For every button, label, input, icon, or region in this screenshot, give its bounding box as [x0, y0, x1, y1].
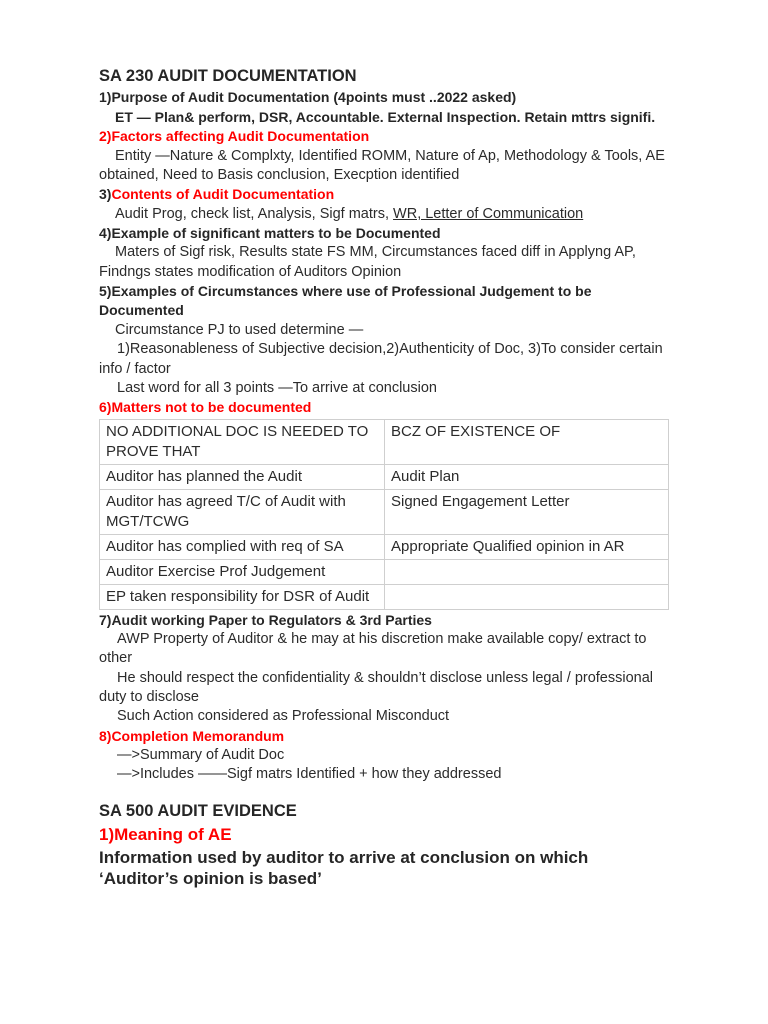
heading-meaning-ae: 1)Meaning of AE [99, 824, 232, 844]
heading-significant-matters: 4)Example of significant matters to be Documented [99, 224, 441, 241]
document-page [99, 64, 671, 889]
table-cell: EP taken responsibility for DSR of Audit [100, 584, 385, 609]
memo-line-1: —>Summary of Audit Doc [117, 747, 285, 764]
heading-factors [99, 127, 671, 147]
table-cell: Auditor has agreed T/C of Audit with MGT/TCWG [100, 489, 385, 534]
table-cell: Appropriate Qualified opinion in AR [385, 534, 669, 559]
heading-purpose: 1)Purpose of Audit Documentation (4points must ..2022 asked) [99, 89, 517, 105]
wp-line-1: AWP Property of Auditor & he may at his discretion make available copy/ extract to other [99, 631, 647, 667]
table-row [100, 559, 669, 584]
purpose-body: ET — Plan& perform, DSR, Accountable. External Inspection. Retain mttrs signifi. [115, 108, 656, 125]
table-row [100, 534, 669, 559]
table-cell: Auditor has planned the Audit [100, 464, 385, 489]
table-cell: Auditor Exercise Prof Judgement [100, 559, 385, 584]
table-cell: Signed Engagement Letter [385, 489, 669, 534]
table-row [100, 419, 669, 464]
heading-completion-memorandum: 8)Completion Memorandum [99, 727, 285, 744]
contents-body-text: Audit Prog, check list, Analysis, Sigf matrs, [115, 205, 394, 222]
heading-working-papers: 7)Audit working Paper to Regulators & 3rd Parties [99, 611, 432, 628]
table-cell [385, 559, 669, 584]
significant-matters-body: Maters of Sigf risk, Results state FS MM, Circumstances faced diff in Applyng AP, Findngs states modification of Auditors Opinion [99, 244, 636, 280]
pj-line-2: 1)Reasonableness of Subjective decision,2)Authenticity of Doc, 3)To consider certain info / factor [99, 341, 663, 377]
heading-contents-number: 3) [99, 186, 112, 203]
table-row [100, 584, 669, 609]
spacer [99, 785, 671, 799]
pj-line-1: Circumstance PJ to used determine — [115, 321, 364, 338]
table-cell: Audit Plan [385, 464, 669, 489]
meaning-ae-body: Information used by auditor to arrive at conclusion on which ‘Auditor’s opinion is based’ [99, 847, 589, 888]
heading-factors-text: Factors affecting Audit Documentation [111, 128, 370, 144]
table-cell: NO ADDITIONAL DOC IS NEEDED TO PROVE THAT [100, 419, 385, 464]
heading-factors-number: 2) [99, 128, 112, 144]
contents-body [99, 205, 671, 224]
matters-table [99, 419, 669, 610]
wp-line-2: He should respect the confidentiality & shouldn’t disclose unless legal / professional duty to disclose [99, 669, 654, 706]
factors-body: Entity —Nature & Complxty, Identified ROMM, Nature of Ap, Methodology & Tools, AE obtained, Need to Basis conclusion, Execption identified [99, 147, 665, 183]
table-cell: BCZ OF EXISTENCE OF [385, 419, 669, 464]
pj-line-3: Last word for all 3 points —To arrive at conclusion [117, 379, 437, 396]
heading-contents [99, 185, 671, 205]
wp-line-3: Such Action considered as Professional Misconduct [117, 708, 450, 725]
heading-professional-judgement: 5)Examples of Circumstances where use of Professional Judgement to be Documented [99, 282, 592, 319]
section-title-sa500: SA 500 AUDIT EVIDENCE [99, 801, 297, 820]
table-row [100, 464, 669, 489]
table-cell: Auditor has complied with req of SA [100, 534, 385, 559]
section-title-sa230: SA 230 AUDIT DOCUMENTATION [99, 67, 357, 85]
memo-line-2: —>Includes ——Sigf matrs Identified + how they addressed [117, 766, 502, 783]
heading-matters-not-documented: 6)Matters not to be documented [99, 399, 312, 416]
table-row [100, 489, 669, 534]
table-cell [385, 584, 669, 609]
heading-contents-text: Contents of Audit Documentation [111, 186, 335, 203]
contents-body-underlined: WR, Letter of Communication [393, 205, 584, 222]
